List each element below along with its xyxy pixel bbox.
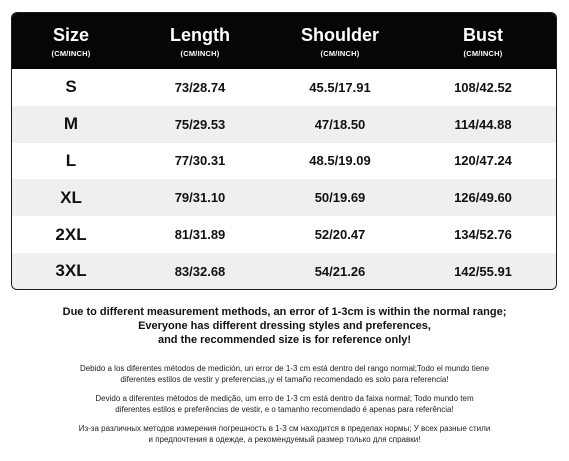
shoulder-cell: 50/19.69	[314, 190, 366, 206]
length-cell: 79/31.10	[174, 190, 226, 206]
table-row	[12, 143, 556, 180]
shoulder-cell: 52/20.47	[314, 227, 366, 243]
size-chart-table	[11, 12, 557, 290]
spanish-note-line: diferentes estilos de vestir y preferencias,¡y el tamaño recomendado es solo para referencia!	[120, 375, 449, 384]
bust-cell: 108/42.52	[454, 79, 512, 95]
header-size-unit: (CM/INCH)	[51, 48, 91, 58]
spanish-note-line: Debido a los diferentes métodos de medición, un error de 1-3 cm está dentro del rango normal;Todo el mundo tiene	[79, 364, 490, 373]
shoulder-cell: 45.5/17.91	[309, 79, 371, 95]
size-cell: M	[63, 114, 79, 134]
english-note-line: and the recommended size is for reference only!	[157, 334, 412, 346]
size-cell: S	[65, 77, 77, 97]
portuguese-note-line: Devido a diferentes métodos de medição, um erro de 1-3 cm está dentro da faixa normal; Todo mundo tem	[95, 394, 474, 403]
length-cell: 75/29.53	[174, 116, 226, 132]
table-row	[12, 253, 556, 290]
russian-note-line: Из-за различных методов измерения погрешность в 1-3 см находится в пределах нормы; У всех разные стили	[78, 424, 491, 433]
bust-cell: 142/55.91	[454, 263, 512, 279]
header-bust-title: Bust	[463, 24, 503, 45]
portuguese-note-line: diferentes estilos e preferências de vestir, e o tamanho recomendado é apenas para referência!	[115, 405, 454, 414]
shoulder-cell: 54/21.26	[314, 263, 366, 279]
table-row	[12, 106, 556, 143]
header-shoulder-title: Shoulder	[300, 24, 379, 45]
table-row	[12, 216, 556, 253]
header-bust-unit: (CM/INCH)	[463, 48, 503, 58]
portuguese-note	[0, 393, 569, 415]
english-note	[0, 305, 569, 347]
header-shoulder	[270, 13, 410, 69]
english-note-line: Due to different measurement methods, an error of 1-3cm is within the normal range;	[62, 306, 507, 318]
size-cell: 3XL	[55, 261, 87, 281]
bust-cell: 120/47.24	[454, 153, 512, 169]
size-cell: L	[65, 150, 77, 170]
length-cell: 81/31.89	[174, 227, 226, 243]
size-cell: 2XL	[55, 224, 87, 244]
bust-cell: 126/49.60	[454, 190, 512, 206]
shoulder-cell: 48.5/19.09	[309, 153, 371, 169]
header-bust	[410, 13, 556, 69]
header-length-title: Length	[170, 24, 230, 45]
bust-cell: 134/52.76	[454, 227, 512, 243]
header-size-title: Size	[52, 24, 90, 45]
size-cell: XL	[60, 187, 82, 207]
bust-cell: 114/44.88	[454, 116, 512, 132]
header-size	[12, 13, 130, 69]
russian-note-line: и предпочтения в одежде, а рекомендуемый размер только для справки!	[148, 435, 421, 444]
shoulder-cell: 47/18.50	[314, 116, 366, 132]
table-row	[12, 69, 556, 106]
length-cell: 77/30.31	[174, 153, 226, 169]
table-header	[12, 13, 556, 69]
header-shoulder-unit: (CM/INCH)	[320, 48, 360, 58]
header-length	[130, 13, 270, 69]
spanish-note	[0, 363, 569, 385]
russian-note	[0, 423, 569, 445]
length-cell: 83/32.68	[174, 263, 226, 279]
length-cell: 73/28.74	[174, 79, 226, 95]
table-row	[12, 179, 556, 216]
english-note-line: Everyone has different dressing styles and preferences,	[138, 320, 431, 332]
header-length-unit: (CM/INCH)	[180, 48, 220, 58]
